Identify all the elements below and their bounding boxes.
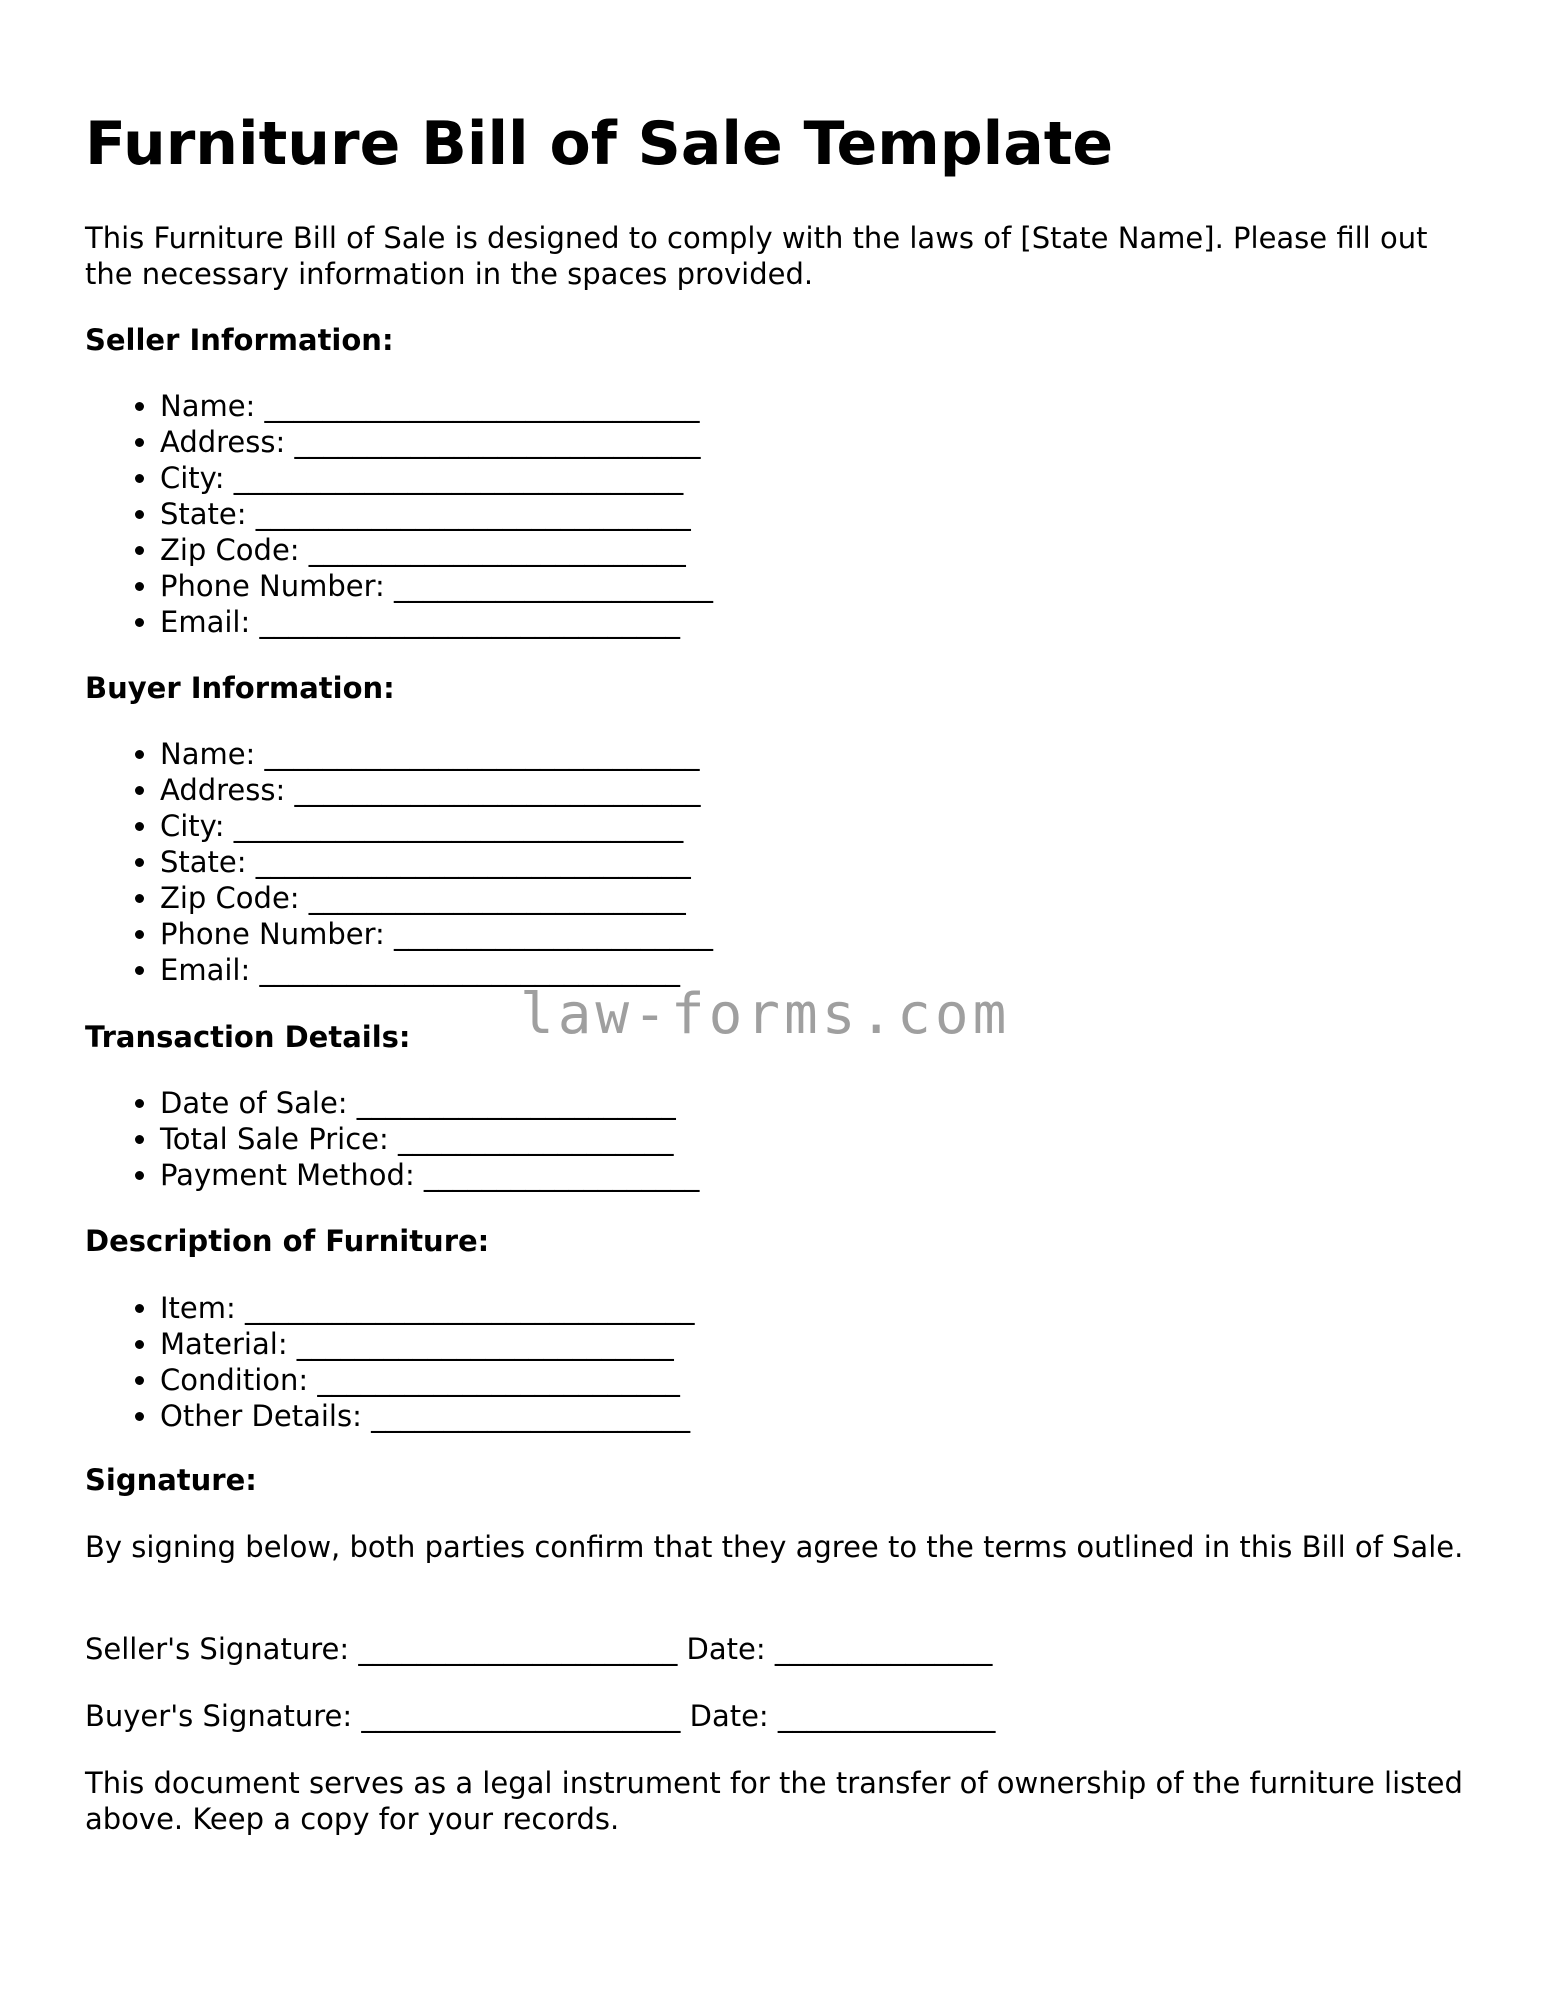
closing-paragraph: This document serves as a legal instrument for the transfer of ownership of the furniture listed above. Keep a copy for your records. xyxy=(85,1766,1463,1836)
buyer-field-list xyxy=(85,736,713,988)
seller-email-field: • Email: _____________________________ xyxy=(160,604,713,640)
transaction-section-heading: Transaction Details: xyxy=(85,1020,411,1054)
seller-address-field: • Address: ____________________________ xyxy=(160,424,713,460)
furniture-field-list xyxy=(85,1290,695,1434)
signature-statement: By signing below, both parties confirm that they agree to the terms outlined in this Bill of Sale. xyxy=(85,1530,1464,1564)
furniture-section-heading: Description of Furniture: xyxy=(85,1224,490,1258)
seller-section-heading: Seller Information: xyxy=(85,323,394,357)
item-field: • Item: _______________________________ xyxy=(160,1290,695,1326)
buyer-email-field: • Email: _____________________________ xyxy=(160,952,713,988)
buyer-address-field: • Address: ____________________________ xyxy=(160,772,713,808)
seller-zip-field: • Zip Code: __________________________ xyxy=(160,532,713,568)
seller-name-field: • Name: ______________________________ xyxy=(160,388,713,424)
buyer-zip-field: • Zip Code: __________________________ xyxy=(160,880,713,916)
page-title: Furniture Bill of Sale Template xyxy=(85,109,1114,179)
condition-field: • Condition: _________________________ xyxy=(160,1362,695,1398)
buyer-phone-field: • Phone Number: ______________________ xyxy=(160,916,713,952)
buyer-signature-line: Buyer's Signature: ______________________ Date: _______________ xyxy=(85,1699,996,1733)
payment-method-field: • Payment Method: ___________________ xyxy=(160,1157,699,1193)
buyer-section-heading: Buyer Information: xyxy=(85,671,395,705)
material-field: • Material: __________________________ xyxy=(160,1326,695,1362)
buyer-state-field: • State: ______________________________ xyxy=(160,844,713,880)
total-sale-price-field: • Total Sale Price: ___________________ xyxy=(160,1121,699,1157)
seller-phone-field: • Phone Number: ______________________ xyxy=(160,568,713,604)
watermark-text: law-forms.com xyxy=(520,982,1011,1047)
signature-section-heading: Signature: xyxy=(85,1463,257,1497)
other-details-field: • Other Details: ______________________ xyxy=(160,1398,695,1434)
intro-paragraph: This Furniture Bill of Sale is designed to comply with the laws of [State Name]. Please fill out the necessary information in the spaces provided. xyxy=(85,221,1428,291)
seller-field-list xyxy=(85,388,713,640)
seller-state-field: • State: ______________________________ xyxy=(160,496,713,532)
seller-city-field: • City: _______________________________ xyxy=(160,460,713,496)
buyer-city-field: • City: _______________________________ xyxy=(160,808,713,844)
buyer-name-field: • Name: ______________________________ xyxy=(160,736,713,772)
seller-signature-line: Seller's Signature: ______________________ Date: _______________ xyxy=(85,1632,993,1666)
date-of-sale-field: • Date of Sale: ______________________ xyxy=(160,1085,699,1121)
transaction-field-list xyxy=(85,1085,699,1193)
